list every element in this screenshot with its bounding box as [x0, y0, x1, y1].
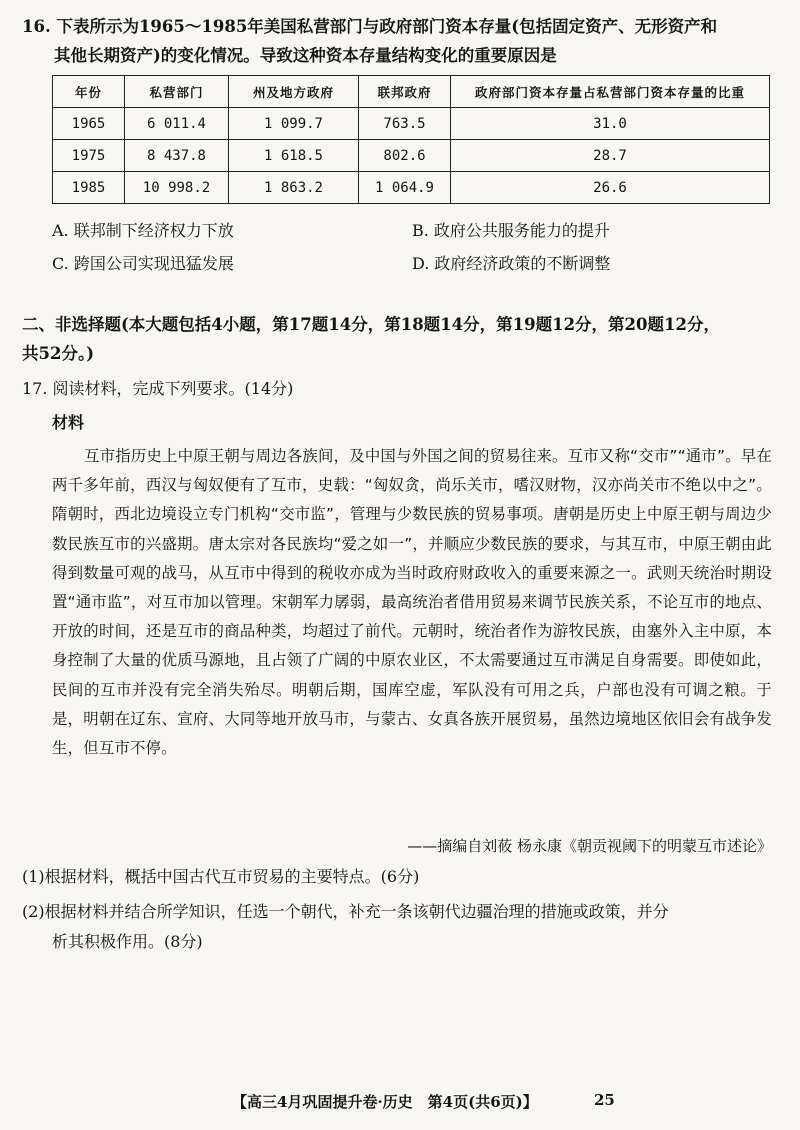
table-cell: 6 011.4 — [125, 108, 229, 140]
capital-stock-table — [52, 75, 770, 204]
subquestion-2-line1: (2)根据材料并结合所学知识，任选一个朝代，补充一条该朝代边疆治理的措施或政策，并分 — [22, 902, 669, 921]
subquestion-2 — [22, 897, 782, 957]
question-17-prompt: 17. 阅读材料，完成下列要求。(14分) — [22, 379, 294, 398]
question-16-stem-line1: 16. 下表所示为1965～1985年美国私营部门与政府部门资本存量(包括固定资产、无形资产和 — [22, 17, 718, 36]
section-2-heading-line1: 二、非选择题(本大题包括4小题，第17题14分，第18题14分，第19题12分，第20题12分， — [22, 315, 720, 334]
table-header-row — [53, 76, 770, 108]
table-cell: 1985 — [53, 172, 125, 204]
table-row — [53, 172, 770, 204]
table-cell: 10 998.2 — [125, 172, 229, 204]
table-cell: 802.6 — [359, 140, 451, 172]
footer-title: 【高三4月巩固提升卷·历史 第4页(共6页)】 — [232, 1093, 538, 1111]
section-2-heading — [22, 310, 782, 368]
table-header-cell: 年份 — [53, 76, 125, 108]
table-cell: 28.7 — [451, 140, 770, 172]
material-source: ——摘编自刘莜 杨永康《朝贡视阈下的明蒙互市述论》 — [407, 837, 772, 855]
table-header-cell: 私营部门 — [125, 76, 229, 108]
table-cell: 763.5 — [359, 108, 451, 140]
table-cell: 1 064.9 — [359, 172, 451, 204]
option-d: D. 政府经济政策的不断调整 — [412, 254, 611, 273]
table-header-cell: 州及地方政府 — [229, 76, 359, 108]
subquestion-1: (1)根据材料，概括中国古代互市贸易的主要特点。(6分) — [22, 867, 420, 886]
table-cell: 1965 — [53, 108, 125, 140]
material-passage: 互市指历史上中原王朝与周边各族间，及中国与外国之间的贸易往来。互市又称“交市”“通市”。早在两千多年前，西汉与匈奴便有了互市，史载：“匈奴贪，尚乐关市，嗜汉财物，汉亦尚关市不绝以中之”。隋朝时，西北边境设立专门机构“交市监”，管理与少数民族的贸易事项。唐朝是历史上中原王朝与周边少数民族互市的兴盛期。唐太宗对各民族均“爱之如一”，并顺应少数民族的要求，与其互市，中原王朝由此得到数量可观的战马，从互市中得到的税收亦成为当时政府财政收入的重要来源之一。武则天统治时期设置“通市监”，对互市加以管理。宋朝军力孱弱，最高统治者借用贸易来调节民族关系，不论互市的地点、开放的时间，还是互市的商品种类，均超过了前代。元朝时，统治者作为游牧民族，由塞外入主中原，本身控制了大量的优质马源地，且占领了广阔的中原农业区，不太需要通过互市满足自身需要。即使如此，民间的互市并没有完全消失殆尽。明朝后期，国库空虚，军队没有可用之兵，户部也没有可调之粮。于是，明朝在辽东、宣府、大同等地开放马市，与蒙古、女真各族开展贸易，虽然边境地区依旧会有战争发生，但互市不停。 — [52, 447, 772, 758]
table-cell: 1975 — [53, 140, 125, 172]
table-cell: 26.6 — [451, 172, 770, 204]
option-c: C. 跨国公司实现迅猛发展 — [52, 254, 234, 273]
question-16-stem — [22, 12, 782, 70]
options-row — [52, 214, 752, 247]
material-label: 材料 — [52, 413, 85, 432]
table-header-cell: 联邦政府 — [359, 76, 451, 108]
table-header-cell: 政府部门资本存量占私营部门资本存量的比重 — [451, 76, 770, 108]
table-cell: 1 618.5 — [229, 140, 359, 172]
option-a: A. 联邦制下经济权力下放 — [52, 221, 234, 240]
table-cell: 1 099.7 — [229, 108, 359, 140]
table-cell: 8 437.8 — [125, 140, 229, 172]
table-cell: 31.0 — [451, 108, 770, 140]
table-cell: 1 863.2 — [229, 172, 359, 204]
option-b: B. 政府公共服务能力的提升 — [412, 221, 610, 240]
question-16-stem-line2: 其他长期资产)的变化情况。导致这种资本存量结构变化的重要原因是 — [54, 46, 557, 65]
subquestion-2-line2: 析其积极作用。(8分) — [52, 932, 203, 951]
section-2-heading-line2: 共52分。) — [22, 344, 95, 363]
options-row — [52, 247, 752, 280]
footer-page-code: 25 — [594, 1091, 615, 1109]
question-16-options — [52, 214, 752, 280]
table-row — [53, 108, 770, 140]
table-row — [53, 140, 770, 172]
